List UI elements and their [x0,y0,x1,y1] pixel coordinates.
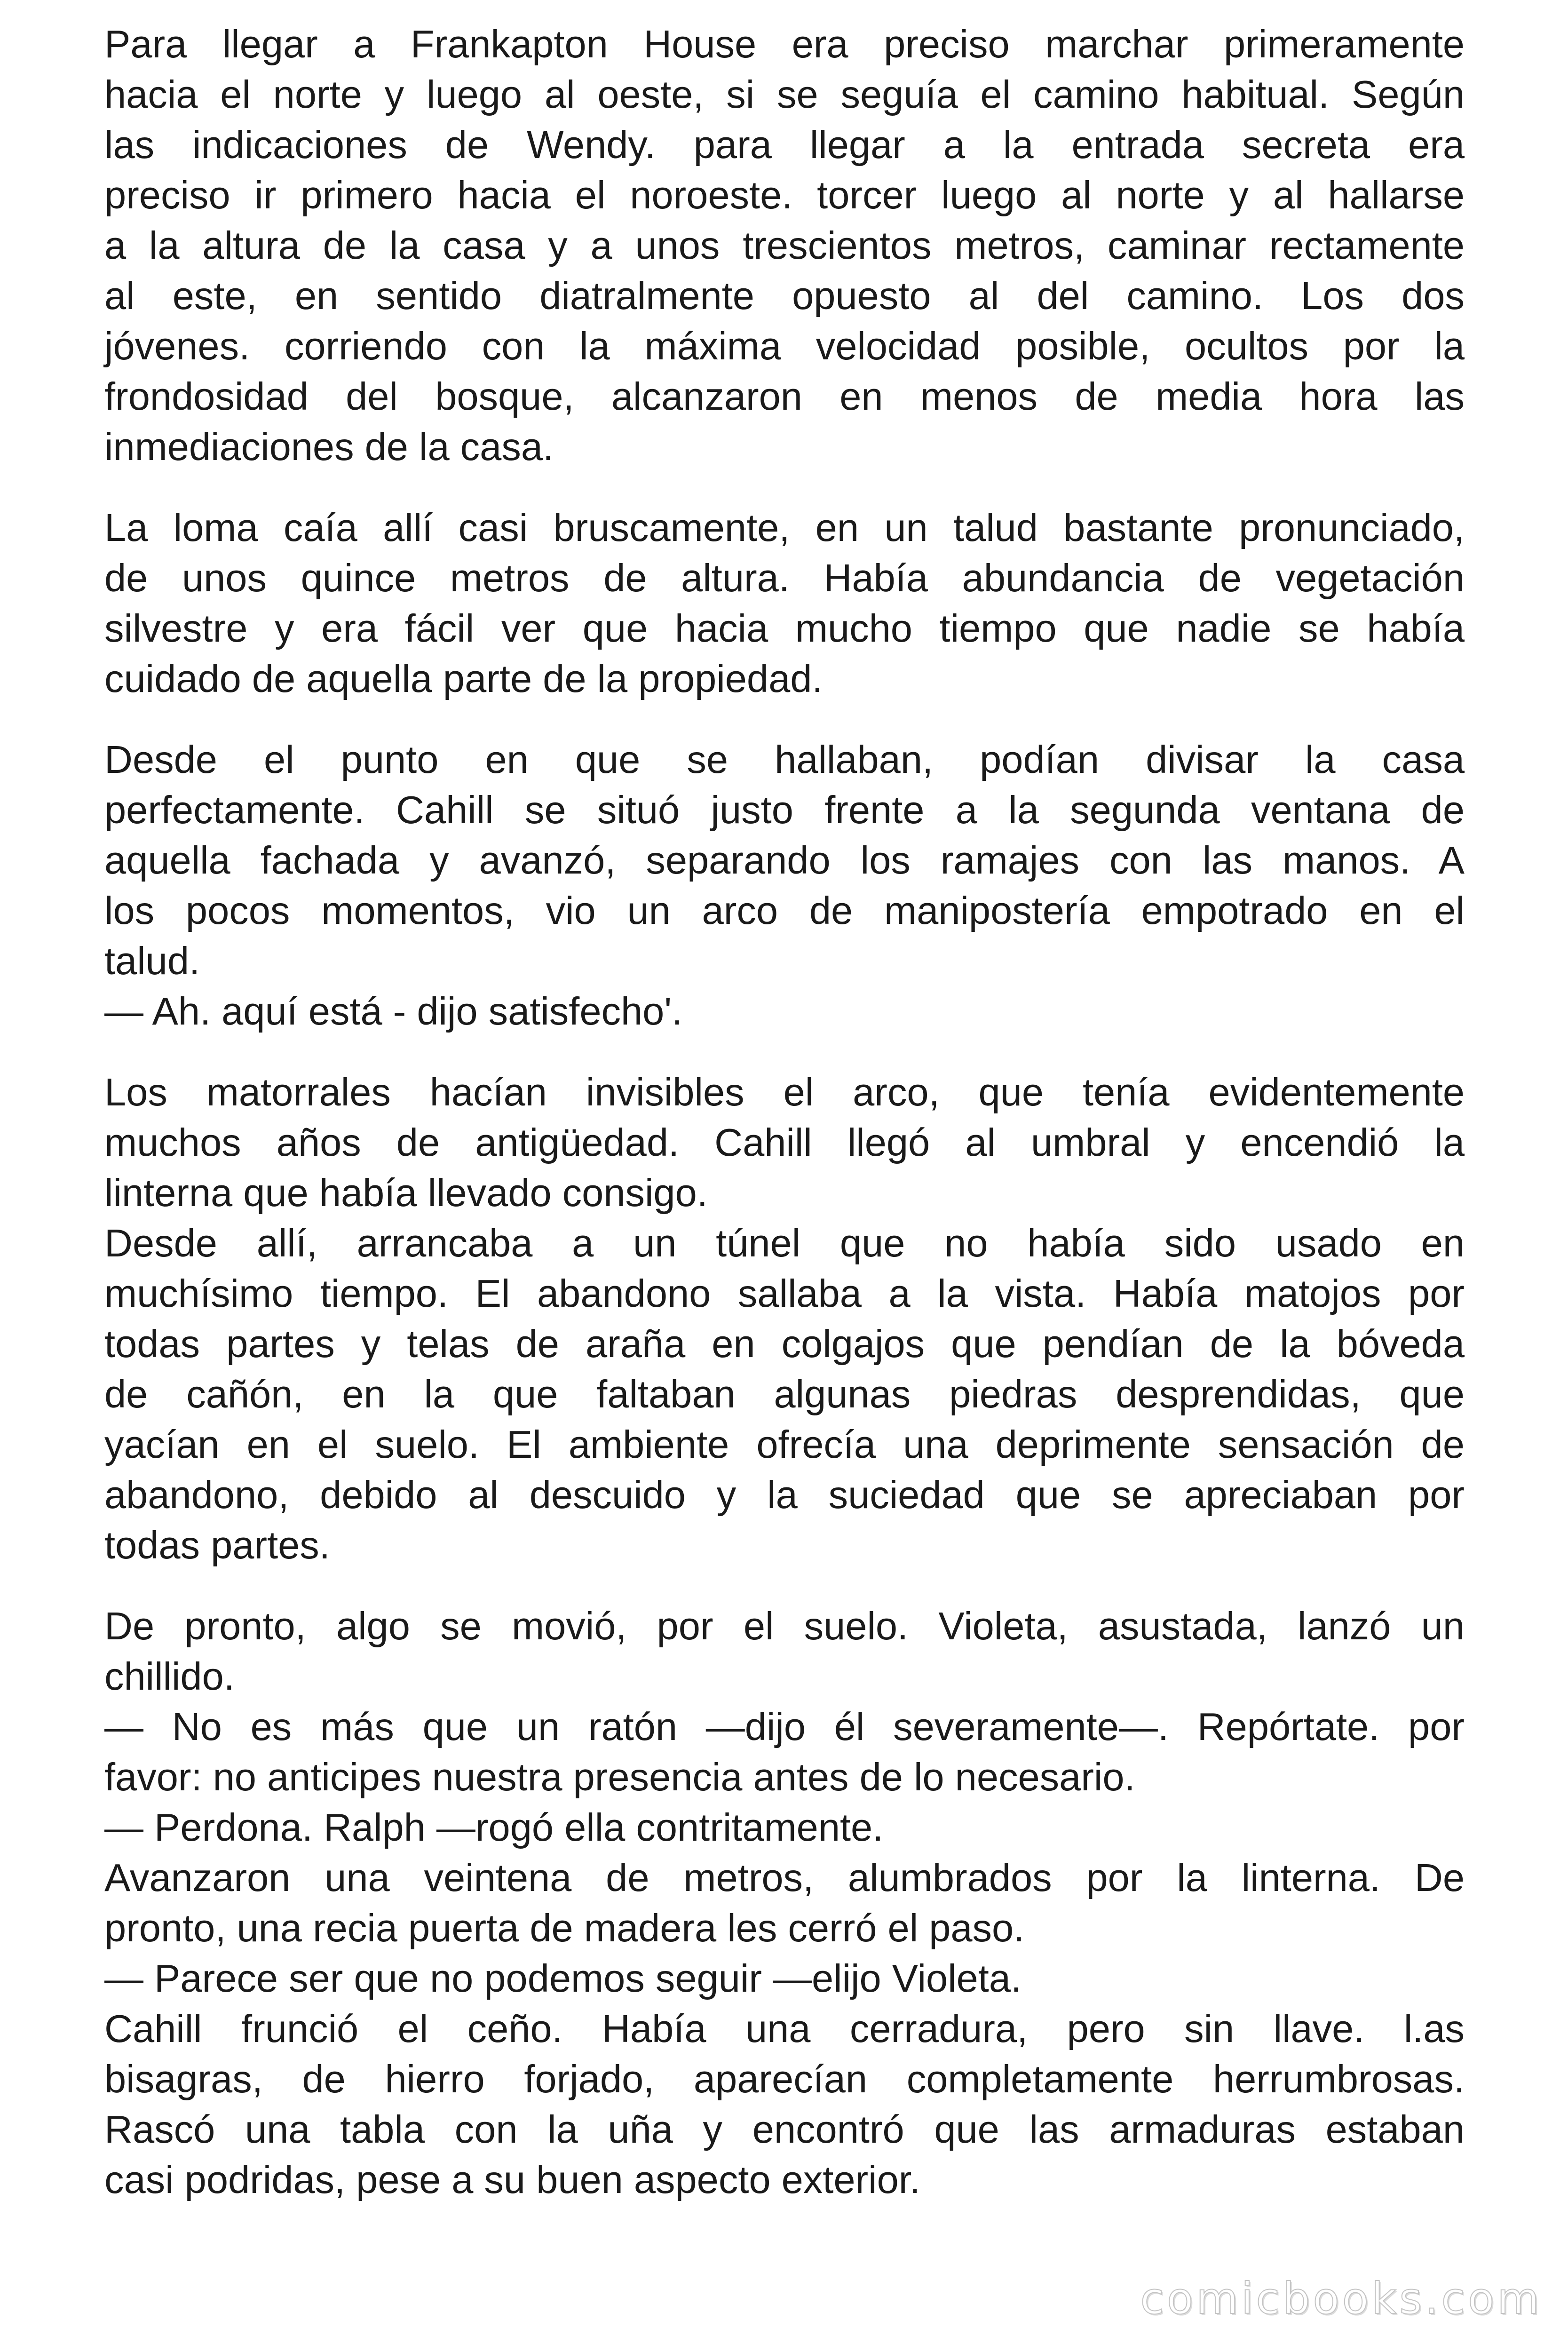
dialogue-line: — Perdona. Ralph —rogó ella contritamente. [104,1805,884,1849]
text-line: Para llegar a Frankapton House era preciso marchar primeramente [104,22,1465,66]
text-line: aquella fachada y avanzó, separando los ramajes con las manos. A [104,838,1465,882]
dialogue-line: — No es más que un ratón —dijo él severamente—. Repórtate. por [104,1705,1465,1748]
text-line: Rascó una tabla con la uña y encontró que las armaduras estaban [104,2107,1465,2151]
text-line: casi podridas, pese a su buen aspecto exterior. [104,2158,920,2201]
text-line: preciso ir primero hacia el noroeste. torcer luego al norte y al hallarse [104,173,1465,217]
text-line: favor: no anticipes nuestra presencia antes de lo necesario. [104,1755,1135,1799]
text-line: Los matorrales hacían invisibles el arco, que tenía evidentemente [104,1070,1465,1114]
text-line: hacia el norte y luego al oeste, si se seguía el camino habitual. Según [104,72,1465,116]
text-line: los pocos momentos, vio un arco de manipostería empotrado en el [104,889,1465,932]
text-line: talud. [104,939,200,983]
dialogue-line: — Ah. aquí está - dijo satisfecho'. [104,989,683,1033]
text-line: de unos quince metros de altura. Había abundancia de vegetación [104,556,1465,600]
text-line: La loma caía allí casi bruscamente, en un talud bastante pronunciado, [104,506,1465,549]
text-line: a la altura de la casa y a unos trescientos metros, caminar rectamente [104,223,1465,267]
text-line: todas partes y telas de araña en colgajos que pendían de la bóveda [104,1322,1465,1366]
paragraph [104,1067,1465,1570]
text-line: Cahill frunció el ceño. Había una cerradura, pero sin llave. l.as [104,2007,1465,2050]
paragraph [104,19,1465,472]
text-line: Avanzaron una veintena de metros, alumbrados por la linterna. De [104,1856,1465,1899]
text-line: chillido. [104,1654,235,1698]
paragraph [104,502,1465,704]
text-line: Desde allí, arrancaba a un túnel que no había sido usado en [104,1221,1465,1265]
text-line: pronto, una recia puerta de madera les cerró el paso. [104,1906,1025,1950]
text-line: muchísimo tiempo. El abandono sallaba a la vista. Había matojos por [104,1271,1465,1315]
paragraph [104,734,1465,1036]
text-line: Desde el punto en que se hallaban, podían divisar la casa [104,738,1465,781]
text-line: linterna que había llevado consigo. [104,1171,708,1215]
paragraph [104,1601,1465,2205]
page-text [104,19,1465,2235]
text-line: frondosidad del bosque, alcanzaron en menos de media hora las [104,374,1465,418]
text-line: De pronto, algo se movió, por el suelo. Violeta, asustada, lanzó un [104,1604,1465,1648]
text-line: al este, en sentido diatralmente opuesto al del camino. Los dos [104,274,1465,318]
watermark-logo: comicbooks.com [1140,2273,1542,2324]
text-line: jóvenes. corriendo con la máxima velocidad posible, ocultos por la [104,324,1465,368]
text-line: muchos años de antigüedad. Cahill llegó al umbral y encendió la [104,1120,1465,1164]
text-line: inmediaciones de la casa. [104,425,554,469]
text-line: bisagras, de hierro forjado, aparecían completamente herrumbrosas. [104,2057,1465,2101]
text-line: de cañón, en la que faltaban algunas piedras desprendidas, que [104,1372,1465,1416]
text-line: silvestre y era fácil ver que hacia mucho tiempo que nadie se había [104,606,1465,650]
text-line: abandono, debido al descuido y la suciedad que se apreciaban por [104,1473,1465,1517]
text-line: las indicaciones de Wendy. para llegar a la entrada secreta era [104,123,1465,167]
text-line: cuidado de aquella parte de la propiedad. [104,657,823,700]
text-line: yacían en el suelo. El ambiente ofrecía una deprimente sensación de [104,1422,1465,1466]
text-line: todas partes. [104,1523,330,1567]
text-line: perfectamente. Cahill se situó justo frente a la segunda ventana de [104,788,1465,832]
dialogue-line: — Parece ser que no podemos seguir —elijo Violeta. [104,1956,1022,2000]
